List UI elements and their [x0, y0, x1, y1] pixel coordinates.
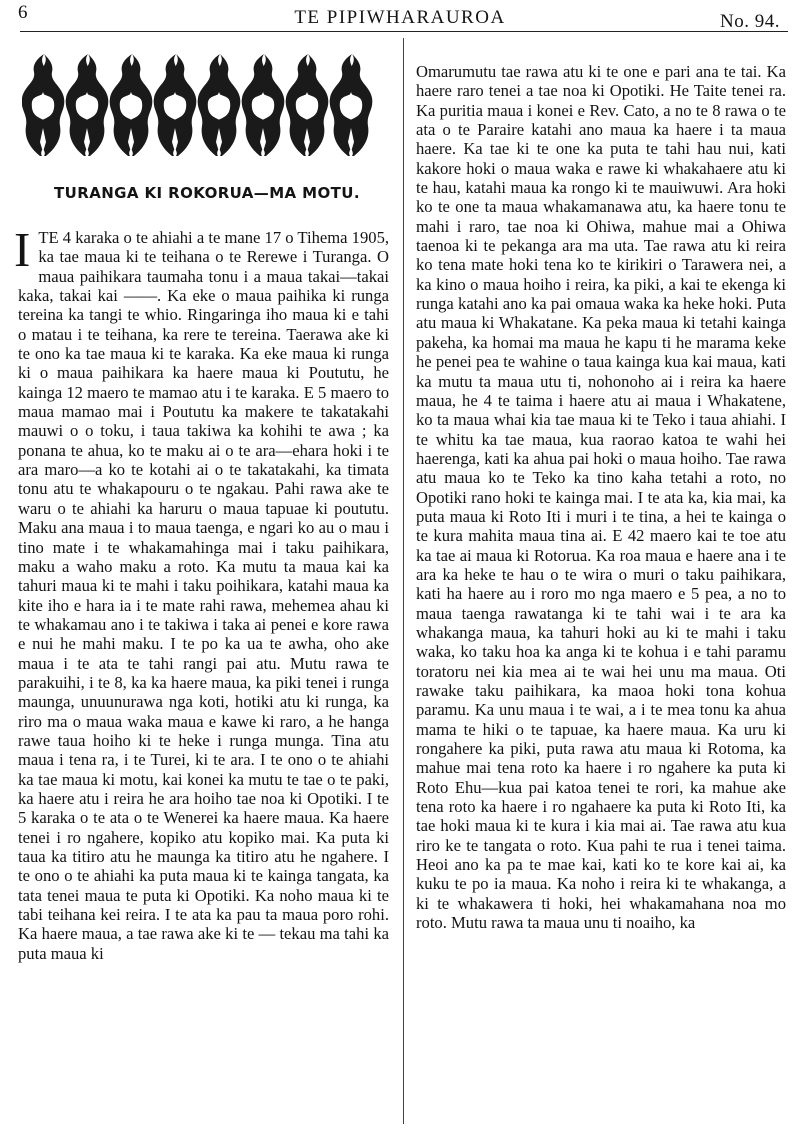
- page-number: 6: [18, 2, 28, 23]
- article-paragraph-left: [14, 222, 390, 963]
- newspaper-title: TE PIPIWHARAUROA: [294, 7, 506, 28]
- decorative-flame-ornament: [22, 52, 388, 156]
- header-rule: [20, 31, 788, 32]
- column-divider: [403, 38, 404, 1124]
- right-column-text: Omarumutu tae rawa atu ki te one e pari ana te tai. Ka haere raro tenei a tae noa ki Opotiki. He Taite tenei ra. Ka puritia maua i konei e Rev. Cato, a no te 8 rawa o te ata o te Paraire katahi ano maua ka haere i ta maua haere. Ka tae ki te one ka puta te tahi hau nui, kati kakore hoki o maua waka e rawe ki whakahaere atu ki te hau, katahi maua ka rongo ki te mauiwuwi. Ara hoki ko te one ta maua whakamanawa atu, ka haere tonu te mahi i raro, tae noa ki Ohiwa, mahue mai a Ohiwa taenoa ki te pekanga ara ma uta. Tae rawa atu ki reira ko tena mate hoki tena ko te kirikiri o Tarawera nei, a ka kino o maua hoiho i reira, ka piki, a kai te ekenga ki runga katahi ano ka pai omaua waka ka heke hoki. Puta atu maua ki Whakatane. Ka peka maua ki tetahi kainga pakeha, ka homai ma maua he kapu ti he marama keke he penei pea te wahine o taua kainga kua kai maua, kati ka mutu ta maua utu ti, nohonoho ai i reira ka haere maua, he 4 te taima i haere atu ai maua i Whakatene, ko ta maua whai kia tae maua ki te Teko i taua ahiahi. I te whitu ka tae maua, kua raorao katoa te wahi hei haerenga, kati ka ahua pai hoki o maua hoiho. Tae rawa atu maua ko te Teko ka tino kaha tetahi a roto, no Opotiki rano hoki te kainga mai. I te ata ka, kia mai, ka puta maua ki Roto Iti i muri i te tina, a hei te kainga o te kura mahita maua tina ai. E 42 maero kai te toe atu ka tae ai maua ki Rotorua. Ka roa maua e haere ana i te ara ka heke te hau o te wira o muri o taku paihikara, kati ha haere au i roro mo nga maero e 5 pea, a no to maua taenga rawatanga ki te tahi wai i te ara ka whakanga maua, ka tahuri hoki au ki te mahi i taku waka, ko taku hoa ka anga ki te kohua i e tahi paramu toratoru nei kia mea ai te wai hei unu ma maua. Oti rawake taku paihikara, ka maoa hoki tona kohua paramu. Ka unu maua i te wai, a i te mea tonu ka ahua mama te hiki o te tapuae, ka haere maua. Ka uru ki rongahere ka piki, puta rawa atu maua ki Rotoma, ka mahue mai tena roto ka haere i ro ngahere ka puta ki Roto Ehu—kua pai katoa tenei te rori, ka mahue ake tena roto ka haere i ro ngahaere ka puta ki Roto Iti, ka tae hoki maua ki te kura i kia mai ai. Tae rawa atu kua riro ke te tangata o roto. Kua pahi te rua i tenei taima. Heoi ano ka pa te mae kai, kati ko te kore kai ai, ka kuku te po ia maua. Ka noho i reira ki te whakanga, a ki te whakawera ti hoki, hei whakamahana noa mo roto. Mutu rawa ta maua unu ti noaiho, ka: [416, 62, 786, 933]
- left-column: [14, 222, 390, 963]
- page-header: [14, 2, 786, 32]
- right-column: [416, 62, 786, 932]
- drop-cap: I: [14, 222, 31, 277]
- issue-number: No. 94.: [720, 11, 780, 32]
- article-headline: TURANGA KI ROKORUA—MA MOTU.: [54, 184, 360, 202]
- left-column-text: TE 4 karaka o te ahiahi a te mane 17 o Tihema 1905, ka tae maua ki te teihana o te Rerewe i Turanga. O maua paihikara taumaha tonu i a maua takai—takai kaka, takai kai ——. Ka eke o maua paihika ki runga tereina ka tangi te whio. Ringaringa iho maua ki e tahi o matau i te teihana, ka rere te tereina. Taerawa ake ki te ono ka tae maua ki te karaka. Ka eke maua ki runga ki o maua paihikara ka haere maua ki Poututu, he kainga 12 maero te mamao atu i te karaka. E 5 maero to maua mamao mai i Poututu ka makere te takatakahi mauwi o o toku, i taua takiwa ka kohihi te awa ; ka ponana te ahua, ko te maku ai o te ara—ehara hoki i te ara maro—a ko te kotahi ai o te takatakahi, ka timata tonu atu te whakapouru o te ngakau. Pahi rawa ake te waru o te ahiahi ka haruru o maua tapuae ki poututu. Maku ana maua i to maua taenga, e ngari ko au o mau i tino mate i te whakamahinga mai i taku paihikara, maku a waho maku a roto. Ka mutu ta maua kai ka tahuri maua ki te mahi i taku poihikara, katahi maua ka kite iho e hara ia i te mate rahi rawa, mehemea ahau ki te whakamau ano i te takiwa i taka ai penei e kore rawa e nui he mahi maku. I te po ka ua te awha, oho ake maua i te ata te tahi rangi pai atu. Mutu rawa te parakuihi, i te 8, ka ka haere maua, ka piki tenei i runga maunga, unuunurawa nga koti, hotiki atu ki runga, ka riro ma o maua waka maua e kawe ki raro, a he hanga rawe taua hoiho ki te heke i runga munga. Tina atu maua i tena ra, i te Turei, ki te ara. I te ono o te ahiahi ka tae maua ki motu, kai konei ka mutu te tae o te paki, ka haere atu i reira he ara hoiho tae noa ki Opotiki. I te 5 karaka o te ata o te Wenerei ka haere maua. Ka haere tenei i ro ngahere, kopiko atu kopiko mai. Ka puta ki taua ka titiro atu he maunga ka titiro atu he ngahere. I te ono o te ahiahi ka puta maua ki te kainga tangata, ka tata tenei maua te puta ki Opotiki. Ka noho maua ki te tabi teihana kei reira. I te ata ka pau ta maua poro rohi. Ka haere maua, a tae rawa ake ki te — tekau ma tahi ka puta maua ki: [18, 228, 390, 963]
